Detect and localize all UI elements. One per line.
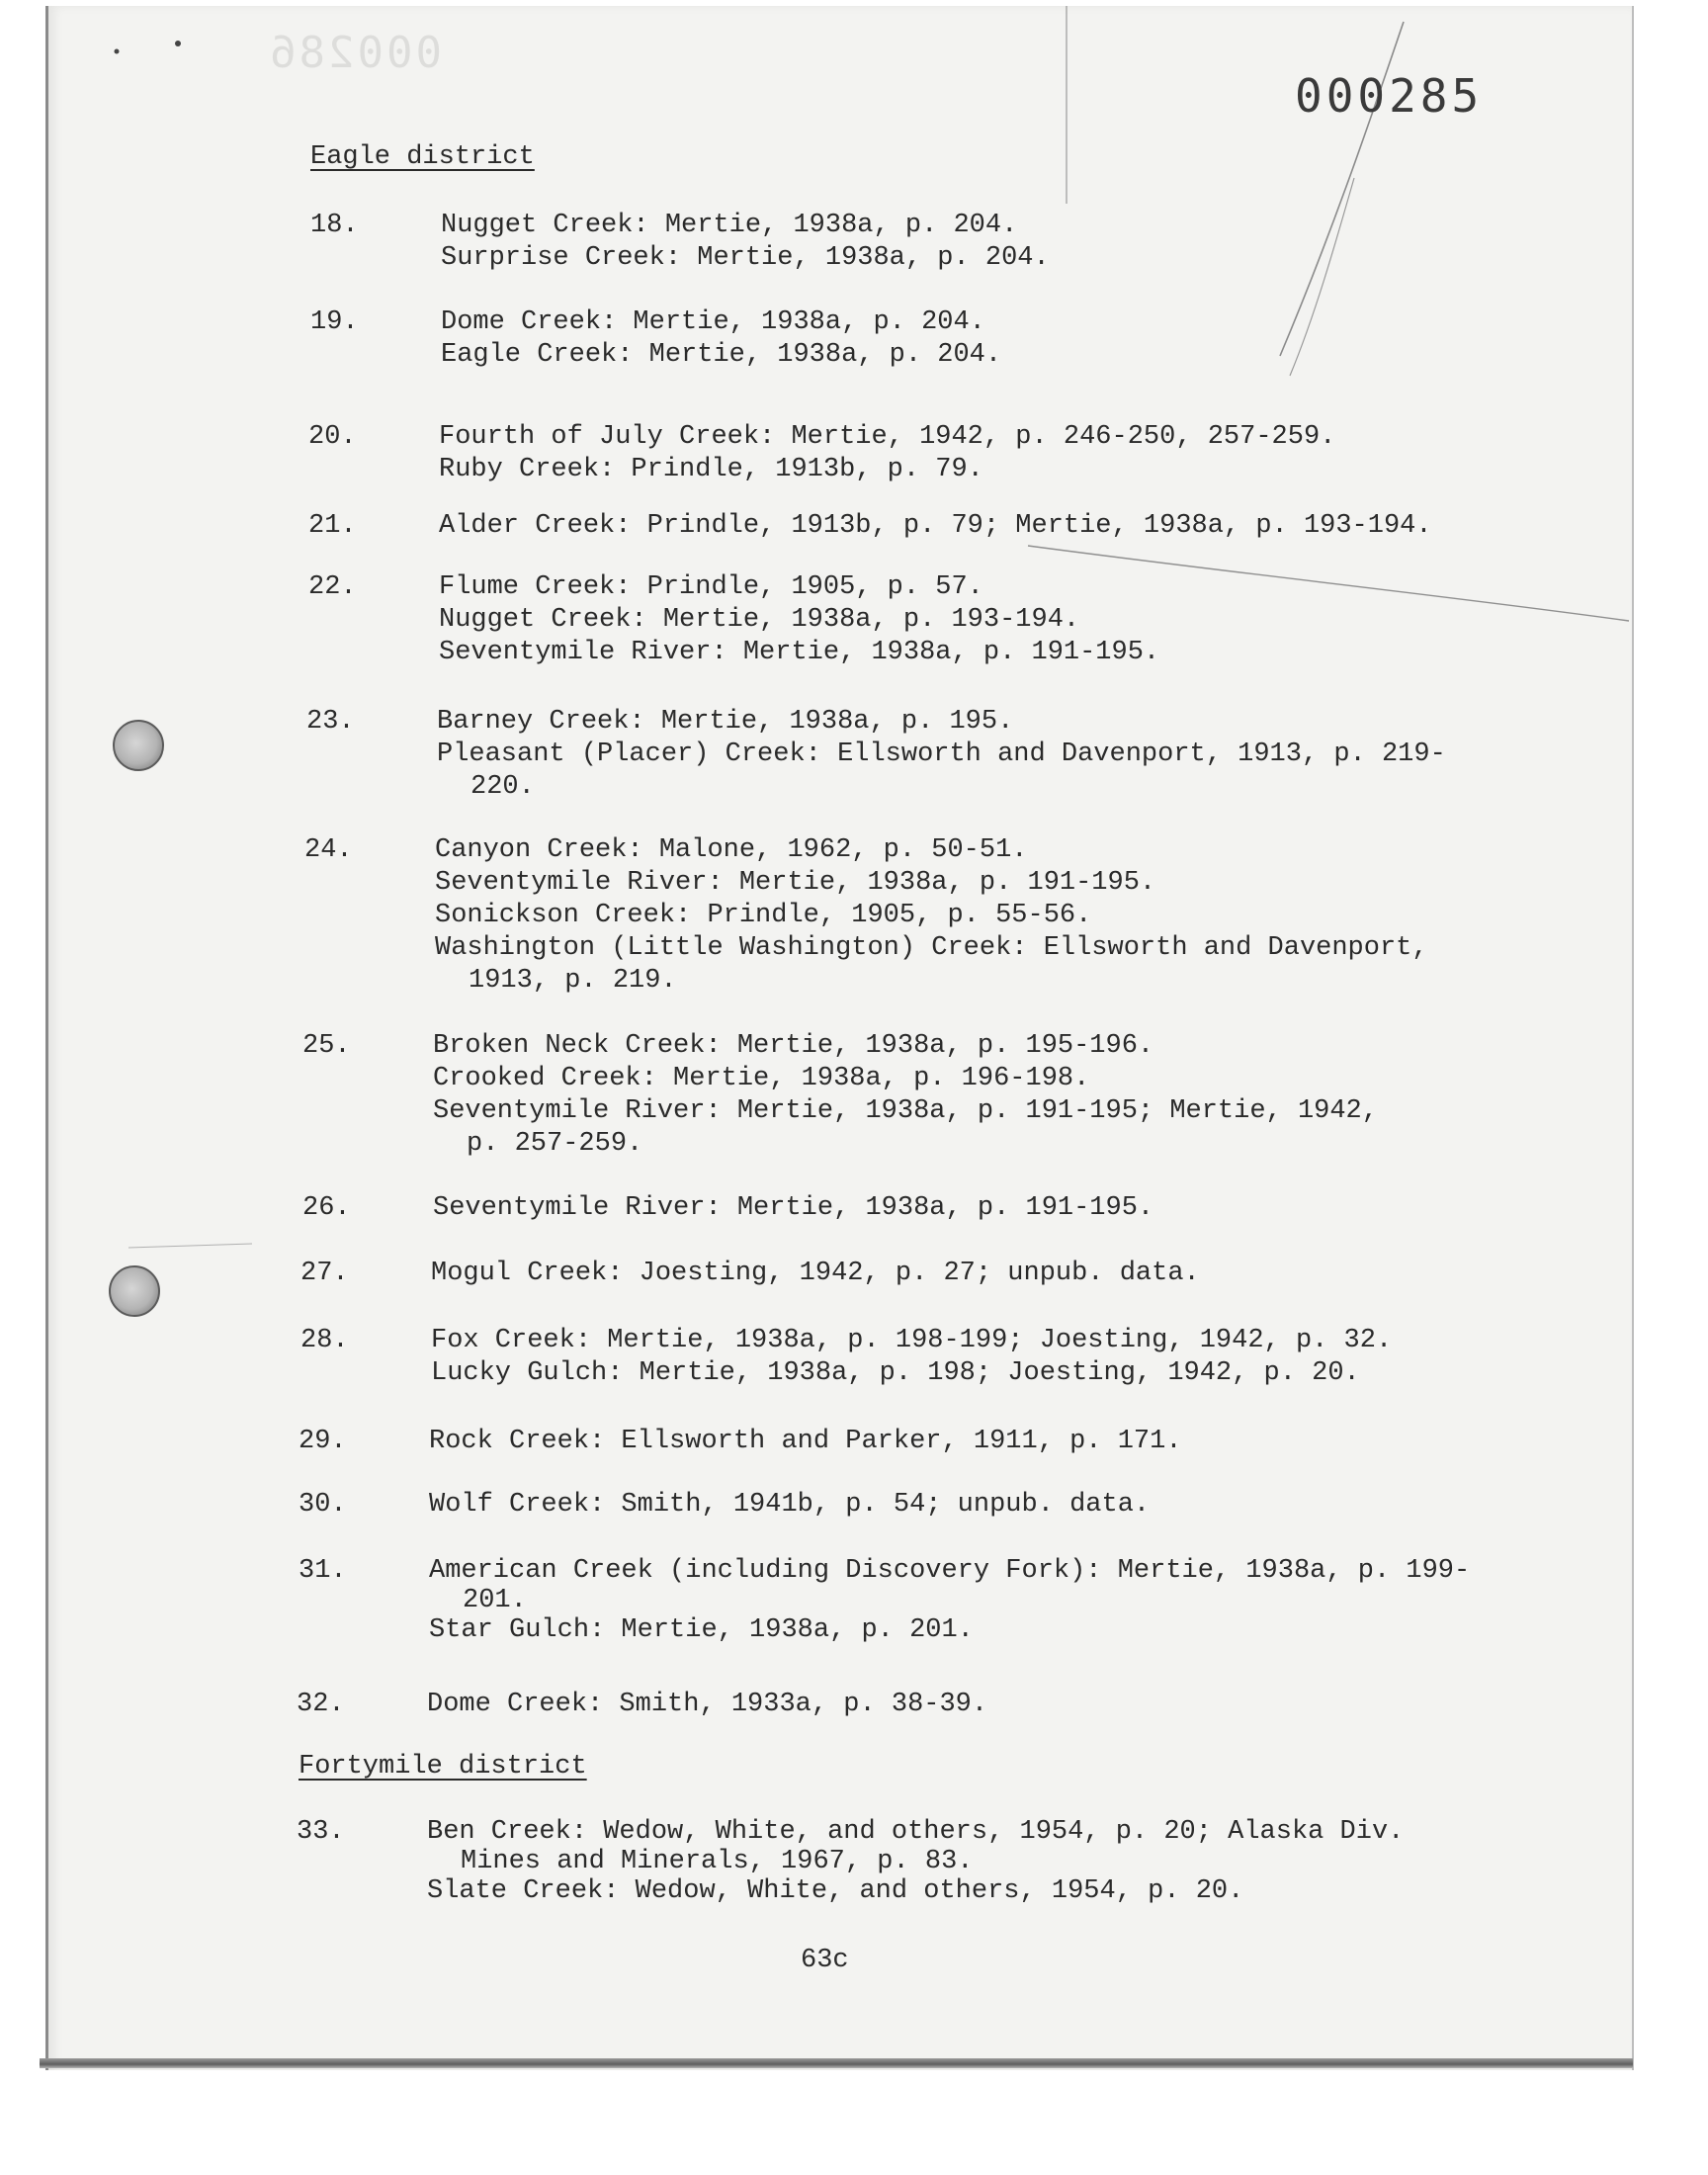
citation-line: Crooked Creek: Mertie, 1938a, p. 196-198.	[433, 1064, 1090, 1093]
citation-continuation: 1913, p. 219.	[469, 966, 677, 996]
citation-line: Broken Neck Creek: Mertie, 1938a, p. 195-196.	[433, 1031, 1154, 1061]
citation-line: Nugget Creek: Mertie, 1938a, p. 193-194.	[439, 605, 1080, 635]
citation-line: Pleasant (Placer) Creek: Ellsworth and Davenport, 1913, p. 219-	[437, 740, 1446, 769]
citation-line: Star Gulch: Mertie, 1938a, p. 201.	[429, 1615, 974, 1645]
citation-line: Ben Creek: Wedow, White, and others, 1954, p. 20; Alaska Div.	[427, 1817, 1405, 1847]
citation-continuation: Mines and Minerals, 1967, p. 83.	[461, 1847, 974, 1876]
bleed-through-stamp: 000286	[267, 28, 442, 78]
citation-continuation: 220.	[470, 772, 535, 802]
entry-number: 21.	[308, 511, 357, 541]
citation-line: Seventymile River: Mertie, 1938a, p. 191-195.	[435, 868, 1156, 898]
citation-line: Flume Creek: Prindle, 1905, p. 57.	[439, 572, 983, 602]
entry-citations	[427, 1817, 1494, 1906]
entry-number: 26.	[302, 1193, 351, 1223]
citation-line: Mogul Creek: Joesting, 1942, p. 27; unpub. data.	[431, 1259, 1200, 1288]
citation-line: American Creek (including Discovery Fork): Mertie, 1938a, p. 199-	[429, 1556, 1471, 1586]
entry-number: 28.	[300, 1326, 349, 1355]
punch-hole	[109, 1265, 160, 1317]
citation-line: Rock Creek: Ellsworth and Parker, 1911, p. 171.	[429, 1427, 1182, 1456]
specks	[175, 41, 181, 46]
citation-line: Sonickson Creek: Prindle, 1905, p. 55-56.	[435, 901, 1092, 930]
entry-number: 29.	[299, 1427, 347, 1456]
page-number: 63c	[801, 1946, 849, 1975]
citation-line: Barney Creek: Mertie, 1938a, p. 195.	[437, 707, 1014, 737]
citation-line: Fourth of July Creek: Mertie, 1942, p. 246-250, 257-259.	[439, 422, 1336, 452]
citation-line: Eagle Creek: Mertie, 1938a, p. 204.	[441, 340, 1002, 370]
entry-citations	[441, 210, 1508, 275]
entry-number: 30.	[299, 1490, 347, 1520]
citation-line: Washington (Little Washington) Creek: Ellsworth and Davenport,	[435, 933, 1428, 963]
entry-citations	[439, 421, 1506, 486]
section-heading: Fortymile district	[299, 1752, 587, 1782]
entry-citations	[433, 1192, 1500, 1225]
entry-citations	[439, 510, 1506, 543]
citation-line: Ruby Creek: Prindle, 1913b, p. 79.	[439, 455, 983, 484]
citation-line: Wolf Creek: Smith, 1941b, p. 54; unpub. data.	[429, 1490, 1151, 1520]
citation-line: Fox Creek: Mertie, 1938a, p. 198-199; Joesting, 1942, p. 32.	[431, 1326, 1393, 1355]
citation-line: Dome Creek: Smith, 1933a, p. 38-39.	[427, 1690, 988, 1719]
entry-citations	[433, 1030, 1500, 1161]
document-number-stamp: 000285	[1295, 69, 1484, 123]
page-bottom-edge	[40, 2058, 1633, 2068]
citation-continuation: 201.	[463, 1586, 527, 1615]
entry-citations	[429, 1556, 1496, 1645]
entry-number: 32.	[297, 1690, 345, 1719]
citation-continuation: p. 257-259.	[467, 1129, 643, 1159]
entry-number: 25.	[302, 1031, 351, 1061]
citation-line: Dome Creek: Mertie, 1938a, p. 204.	[441, 307, 985, 337]
entry-citations	[427, 1689, 1494, 1721]
pencil-stroke	[128, 1244, 252, 1248]
entry-number: 31.	[299, 1556, 347, 1586]
citation-line: Nugget Creek: Mertie, 1938a, p. 204.	[441, 211, 1018, 240]
citation-line: Surprise Creek: Mertie, 1938a, p. 204.	[441, 243, 1050, 273]
citation-line: Lucky Gulch: Mertie, 1938a, p. 198; Joesting, 1942, p. 20.	[431, 1358, 1360, 1388]
entry-number: 27.	[300, 1259, 349, 1288]
entry-number: 19.	[310, 307, 359, 337]
entry-citations	[431, 1325, 1498, 1390]
specks	[115, 49, 120, 54]
entry-citations	[435, 834, 1502, 998]
section-heading: Eagle district	[310, 142, 535, 172]
entry-number: 20.	[308, 422, 357, 452]
entry-citations	[429, 1426, 1496, 1458]
citation-line: Slate Creek: Wedow, White, and others, 1954, p. 20.	[427, 1876, 1244, 1906]
citation-line: Seventymile River: Mertie, 1938a, p. 191-195.	[433, 1193, 1154, 1223]
citation-line: Alder Creek: Prindle, 1913b, p. 79; Mertie, 1938a, p. 193-194.	[439, 511, 1432, 541]
citation-line: Seventymile River: Mertie, 1938a, p. 191-195; Mertie, 1942,	[433, 1096, 1378, 1126]
punch-hole	[113, 720, 164, 771]
entry-citations	[439, 571, 1506, 669]
citation-line: Seventymile River: Mertie, 1938a, p. 191-195.	[439, 638, 1160, 667]
entry-number: 23.	[306, 707, 355, 737]
entry-citations	[441, 306, 1508, 372]
entry-citations	[429, 1489, 1496, 1522]
entry-citations	[437, 706, 1504, 804]
entry-number: 33.	[297, 1817, 345, 1847]
citation-line: Canyon Creek: Malone, 1962, p. 50-51.	[435, 835, 1028, 865]
entry-number: 22.	[308, 572, 357, 602]
entry-number: 24.	[304, 835, 353, 865]
entry-number: 18.	[310, 211, 359, 240]
entry-citations	[431, 1258, 1498, 1290]
